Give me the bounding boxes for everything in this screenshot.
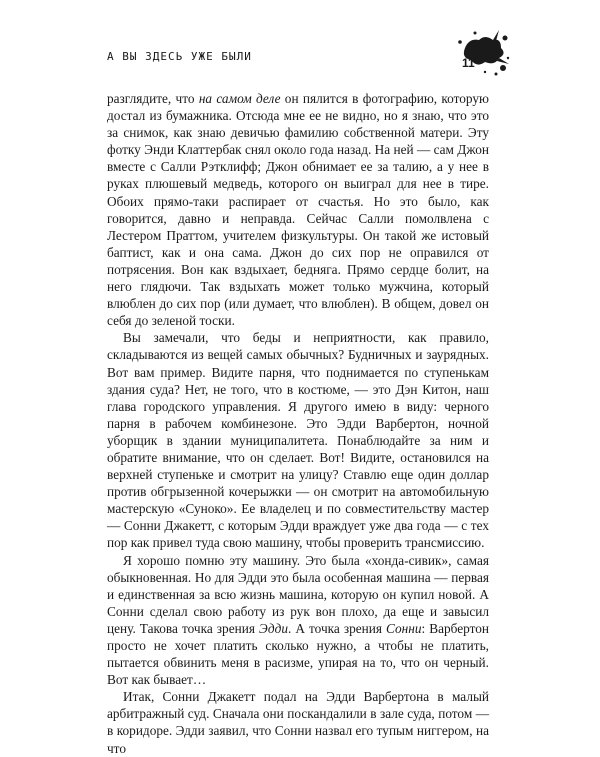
running-title: А ВЫ ЗДЕСЬ УЖЕ БЫЛИ (107, 50, 252, 63)
paragraph-2: Вы замечали, что беды и неприятности, как правило, складываются из вещей самых обычных? Будничных и заурядных. Вот вам пример. Видите парня, что поднимается по ступенькам здания суда? Нет, не того, что в костюме, — это Дэн Китон, наш глава городского управления. Я другого имею в виду: черного парня в рабочем комбинезоне. Это Эдди Варбертон, ночной уборщик в здании муниципалитета. Понаблюдайте за ним и обратите внимание, что он сделает. Вот! Видите, остановился на верхней ступеньке и смотрит на улицу? Ставлю еще один доллар против обгрызенной кочерыжки — он смотрит на автомобильную мастерскую «Суноко». Ее владелец и по совместительству мастер — Сонни Джакетт, с которым Эдди враждует уже два года — с тех пор как привел туда свою машину, чтобы проверить трансмиссию. (107, 330, 489, 551)
paragraph-4: Итак, Сонни Джакетт подал на Эдди Варбертона в малый арбитражный суд. Сначала они поскандалили в зале суда, потом — в коридоре. Эдди заявил, что Сонни назвал его тупым ниггером, на что (107, 689, 489, 756)
body-text (107, 90, 489, 757)
page-number: 11 (462, 56, 475, 70)
paragraph-3: Я хорошо помню эту машину. Это была «хонда-сивик», самая обыкновенная. Но для Эдди это была особенная машина — первая и единственная за всю жизнь машина, которую он купил новой. А Сонни сделал свою работу из рук вон плохо, да еще и завысил цену. Такова точка зрения Эдди. А точка зрения Сонни: Варбертон просто не хочет платить сколько нужно, а чтобы не платить, пытается обвинить меня в расизме, упирая на то, что он черный. Вот как бывает… (107, 552, 489, 688)
paragraph-1: разглядите, что на самом деле он пялится в фотографию, которую достал из бумажника. Отсюда мне ее не видно, но я знаю, что это за снимок, как знаю девичью фамилию собственной матери. Эту фотку Энди Клаттербак снял около года назад. На ней — сам Джон вместе с Салли Рэтклифф; Джон обнимает ее за талию, а у нее в руках плюшевый медведь, которого он выиграл для нее в тире. Обоих прямо-таки распирает от счастья. Но это было, как говорится, давно и неправда. Сейчас Салли помолвлена с Лестером Праттом, учителем физкультуры. Он такой же истовый баптист, как и она сама. Джон до сих пор не оправился от потрясения. Вон как вздыхает, бедняга. Прямо сердце болит, на него глядючи. Так вздыхать может только мужчина, который влюблен до сих пор (или думает, что влюблен). В общем, довел он себя до зеленой тоски. (107, 91, 489, 329)
ink-splatter-icon (455, 28, 510, 78)
